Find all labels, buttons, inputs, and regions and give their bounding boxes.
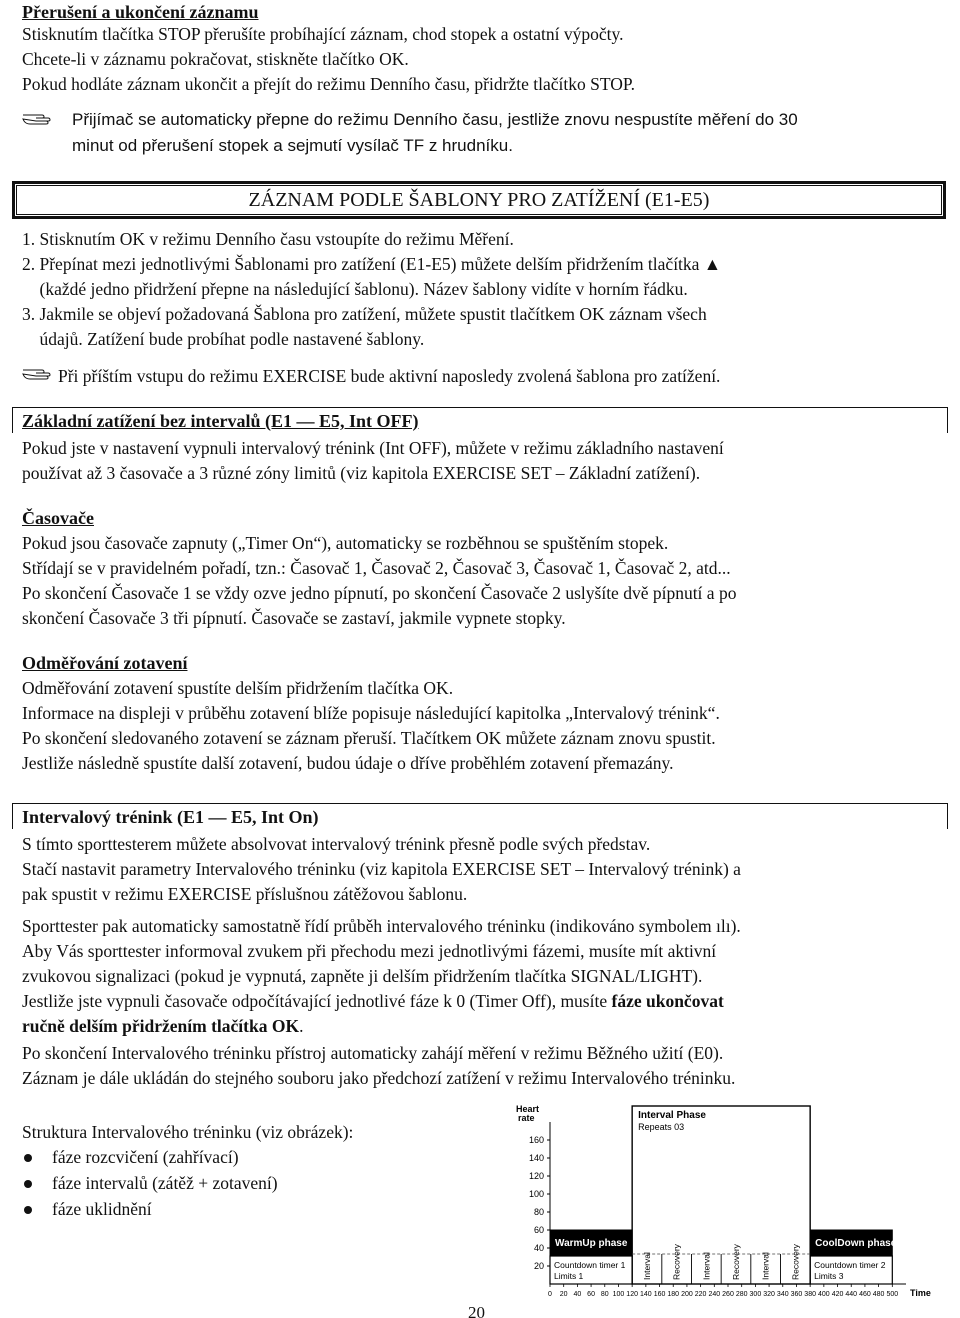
phase-title: Interval Phase bbox=[638, 1110, 706, 1121]
phase-subtitle: Limits 3 bbox=[814, 1271, 844, 1281]
paragraph-line: Po skončení Intervalového tréninku přístroj automaticky zahájí měření v režimu Běžného užití (E0). bbox=[22, 1043, 724, 1063]
paragraph-line: Střídají se v pravidelném pořadí, tzn.: Časovač 1, Časovač 2, Časovač 3, Časovač 1, Časovač 2, atd... bbox=[22, 558, 731, 578]
x-tick-label: 100 bbox=[612, 1291, 625, 1298]
bold-text-run: fáze ukončovat bbox=[611, 991, 724, 1011]
text-run: Jestliže jste vypnuli časovače odpočítávající jednotlivé fáze k 0 (Timer Off), musíte bbox=[22, 991, 612, 1011]
section-title-basic-load: Základní zatížení bez intervalů (E1 — E5, Int OFF) bbox=[22, 411, 419, 431]
numbered-line: údajů. Zatížení bude probíhat podle nastavené šablony. bbox=[22, 329, 425, 349]
paragraph-line: Pokud jste v nastavení vypnuli intervalový trénink (Int OFF), můžete v režimu základního nastavení bbox=[22, 438, 724, 458]
interval-label: Interval bbox=[760, 1252, 771, 1280]
paragraph-line: Pokud hodláte záznam ukončit a přejít do režimu Denního času, přidržte tlačítko STOP. bbox=[22, 74, 635, 94]
section-title-recovery: Odměřování zotavení bbox=[22, 653, 188, 673]
paragraph-line: Aby Vás sporttester informoval zvukem při přechodu mezi jednotlivými fázemi, musíte mít aktivní bbox=[22, 941, 717, 961]
numbered-line: 3. Jakmile se objeví požadovaná Šablona pro zatížení, můžete spustit tlačítkem OK záznam všech bbox=[22, 304, 707, 324]
x-tick-label: 320 bbox=[763, 1291, 775, 1298]
text-run: . bbox=[299, 1016, 304, 1036]
paragraph-line: Po skončení Časovače 1 se vždy ozve jedno pípnutí, po skončení Časovače 2 uslyšíte dvě pípnutí a po bbox=[22, 583, 737, 603]
x-tick-label: 120 bbox=[626, 1291, 638, 1298]
x-tick-label: 260 bbox=[722, 1291, 734, 1298]
interval-label: Recovery bbox=[671, 1244, 682, 1280]
bullet-icon bbox=[24, 1154, 32, 1162]
x-tick-label: 440 bbox=[845, 1291, 858, 1298]
phase-subtitle: Countdown timer 1 bbox=[554, 1260, 626, 1270]
phase-subtitle: Repeats 03 bbox=[638, 1122, 685, 1132]
x-tick-label: 380 bbox=[804, 1291, 816, 1298]
y-tick-label: 160 bbox=[528, 1135, 544, 1145]
x-tick-label: 200 bbox=[681, 1291, 693, 1298]
x-tick-label: 460 bbox=[859, 1291, 871, 1298]
paragraph-line: používat až 3 časovače a 3 různé zóny limitů (viz kapitola EXERCISE SET – Základní zatížení). bbox=[22, 463, 701, 483]
paragraph-line: Jestliže následně spustíte další zotavení, budou údaje o dříve proběhlém zotavení přemazány. bbox=[22, 753, 674, 773]
numbered-line: (každé jedno přidržení přepne na následující šablonu). Název šablony vidíte v horním řádku. bbox=[22, 279, 688, 299]
x-tick-label: 240 bbox=[708, 1291, 721, 1298]
x-tick-label: 20 bbox=[559, 1291, 568, 1298]
x-tick-label: 180 bbox=[667, 1291, 680, 1298]
phase-subtitle: Limits 1 bbox=[554, 1271, 584, 1281]
x-tick-label: 500 bbox=[886, 1291, 899, 1298]
x-tick-label: 480 bbox=[872, 1291, 885, 1298]
interval-label: Recovery bbox=[730, 1244, 741, 1280]
section-title-template bbox=[12, 181, 946, 219]
interval-label: Recovery bbox=[790, 1244, 801, 1280]
y-tick-label: 120 bbox=[528, 1171, 544, 1181]
template-heading: ZÁZNAM PODLE ŠABLONY PRO ZATÍŽENÍ (E1-E5) bbox=[248, 189, 710, 211]
paragraph-line: Stačí nastavit parametry Intervalového tréninku (viz kapitola EXERCISE SET – Intervalový trénink) a bbox=[22, 859, 741, 879]
interval-label: Interval bbox=[701, 1252, 712, 1280]
y-tick-label: 80 bbox=[533, 1207, 544, 1217]
phase-title: CoolDown phase bbox=[815, 1238, 897, 1249]
y-tick-label: 20 bbox=[533, 1261, 544, 1271]
pointing-hand-icon bbox=[22, 108, 56, 126]
bullet-item: fáze rozcvičení (zahřívací) bbox=[52, 1147, 239, 1167]
y-axis-label: Heart bbox=[516, 1104, 540, 1114]
paragraph-line: Sporttester pak automaticky samostatně řídí průběh intervalového tréninku (indikováno symbolem ılı). bbox=[22, 916, 741, 936]
paragraph-line: Odměřování zotavení spustíte delším přidržením tlačítka OK. bbox=[22, 678, 454, 698]
note-line: minut od přerušení stopek a sejmutí vysílač TF z hrudníku. bbox=[72, 136, 513, 155]
phase-subtitle: Countdown timer 2 bbox=[814, 1260, 886, 1270]
x-tick-label: 80 bbox=[600, 1291, 609, 1298]
pointing-hand-icon bbox=[22, 363, 56, 381]
paragraph-line: Chcete-li v záznamu pokračovat, stiskněte tlačítko OK. bbox=[22, 49, 409, 69]
note-line: Přijímač se automaticky přepne do režimu Denního času, jestliže znovu nespustíte měření do 30 bbox=[72, 110, 798, 129]
paragraph-line: S tímto sporttesterem můžete absolvovat intervalový trénink přesně podle svých představ. bbox=[22, 834, 651, 854]
section-title-timers: Časovače bbox=[22, 508, 94, 528]
section-title-interrupt: Přerušení a ukončení záznamu bbox=[22, 2, 259, 22]
y-axis-label: rate bbox=[518, 1113, 535, 1123]
y-tick-label: 140 bbox=[528, 1153, 544, 1163]
paragraph-line: Záznam je dále ukládán do stejného souboru jako předchozí zatížení v režimu Intervalového tréninku. bbox=[22, 1068, 736, 1088]
y-tick-label: 60 bbox=[533, 1225, 544, 1235]
phase-title: WarmUp phase bbox=[555, 1238, 628, 1249]
paragraph-line: Informace na displeji v průběhu zotavení blíže popisuje následující kapitolka „Intervalový trénink“. bbox=[22, 703, 720, 723]
x-tick-label: 420 bbox=[831, 1291, 844, 1298]
structure-heading: Struktura Intervalového tréninku (viz obrázek): bbox=[22, 1122, 354, 1142]
x-tick-label: 40 bbox=[573, 1291, 582, 1298]
paragraph-line: Stisknutím tlačítka STOP přerušíte probíhající záznam, chod stopek a ostatní výpočty. bbox=[22, 24, 624, 44]
x-tick-label: 60 bbox=[587, 1291, 595, 1298]
interval-label: Interval bbox=[641, 1252, 652, 1280]
numbered-line: 1. Stisknutím OK v režimu Denního času vstoupíte do režimu Měření. bbox=[22, 229, 514, 249]
paragraph-line bbox=[22, 1014, 303, 1039]
x-tick-label: 360 bbox=[790, 1291, 803, 1298]
paragraph-line: skončení Časovače 3 tři pípnutí. Časovače se zastaví, jakmile vypnete stopky. bbox=[22, 608, 566, 628]
x-tick-label: 280 bbox=[735, 1291, 748, 1298]
paragraph-line: zvukovou signalizaci (pokud je vypnutá, zapněte ji delším přidržením tlačítka SIGNAL/LIGHT). bbox=[22, 966, 703, 986]
bullet-item: fáze intervalů (zátěž + zotavení) bbox=[52, 1173, 278, 1193]
y-tick-label: 40 bbox=[533, 1243, 544, 1253]
x-tick-label: 0 bbox=[548, 1291, 552, 1298]
bullet-icon bbox=[24, 1180, 32, 1188]
interval-structure-diagram bbox=[514, 1104, 950, 1300]
x-tick-label: 300 bbox=[749, 1291, 762, 1298]
y-tick-label: 100 bbox=[528, 1189, 544, 1199]
x-tick-label: 220 bbox=[694, 1291, 707, 1298]
note-line: Při příštím vstupu do režimu EXERCISE bude aktivní naposledy zvolená šablona pro zatížení. bbox=[58, 366, 721, 386]
x-tick-label: 400 bbox=[818, 1291, 830, 1298]
bullet-item: fáze uklidnění bbox=[52, 1199, 152, 1219]
paragraph-line: Po skončení sledovaného zotavení se záznam přeruší. Tlačítkem OK můžete záznam znovu spustit. bbox=[22, 728, 716, 748]
x-tick-label: 140 bbox=[640, 1291, 652, 1298]
paragraph-line: Pokud jsou časovače zapnuty („Timer On“), automaticky se rozběhnou se spuštěním stopek. bbox=[22, 533, 669, 553]
paragraph-line: pak spustit v režimu EXERCISE příslušnou zátěžovou šablonu. bbox=[22, 884, 468, 904]
x-axis-label: Time bbox=[910, 1288, 931, 1298]
bullet-icon bbox=[24, 1206, 32, 1214]
page-number: 20 bbox=[468, 1303, 485, 1318]
x-tick-label: 340 bbox=[776, 1291, 789, 1298]
x-tick-label: 160 bbox=[653, 1291, 666, 1298]
numbered-line: 2. Přepínat mezi jednotlivými Šablonami pro zatížení (E1-E5) můžete delším přidržením tlačítka ▲ bbox=[22, 254, 722, 274]
paragraph-line bbox=[22, 989, 724, 1014]
section-title-interval: Intervalový trénink (E1 — E5, Int On) bbox=[22, 807, 319, 827]
bold-text-run: ručně delším přidržením tlačítka OK bbox=[22, 1016, 300, 1036]
